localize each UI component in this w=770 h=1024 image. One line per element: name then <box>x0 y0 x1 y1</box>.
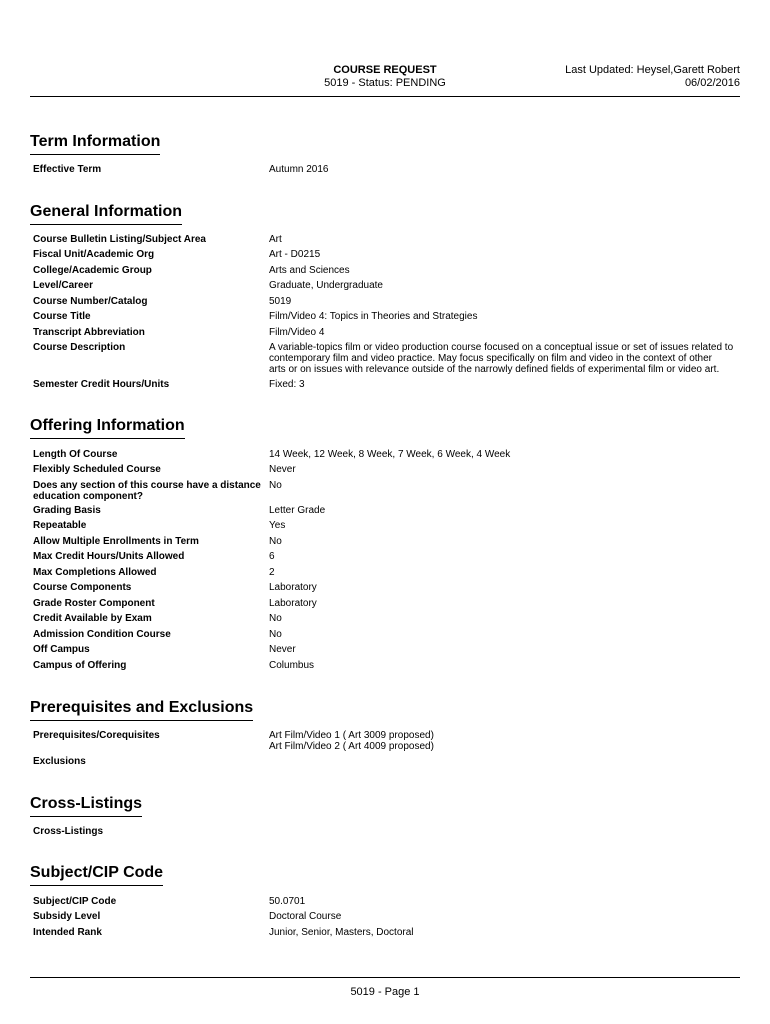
field-value: Fixed: 3 <box>269 379 305 390</box>
field-label: Effective Term <box>33 164 102 175</box>
course-description <box>269 342 739 375</box>
field-label: Flexibly Scheduled Course <box>33 464 161 475</box>
field-value: 6 <box>269 551 275 562</box>
section-title-prereq: Prerequisites and Exclusions <box>30 698 253 721</box>
field-label: Prerequisites/Corequisites <box>33 730 160 741</box>
section-title-general: General Information <box>30 202 182 225</box>
field-label: College/Academic Group <box>33 265 152 276</box>
field-value: Yes <box>269 520 286 531</box>
field-label: Semester Credit Hours/Units <box>33 379 170 390</box>
section-title-cross: Cross-Listings <box>30 794 142 817</box>
field-value: 14 Week, 12 Week, 8 Week, 7 Week, 6 Week, 4 Week <box>269 449 511 460</box>
field-label: Course Components <box>33 582 132 593</box>
field-value: Film/Video 4 <box>269 327 325 338</box>
request-status: 5019 - Status: PENDING <box>324 77 446 89</box>
prereq-line: Art Film/Video 2 ( Art 4009 proposed) <box>269 741 434 752</box>
last-updated-date: 06/02/2016 <box>684 77 740 89</box>
header-right <box>565 64 740 90</box>
field-value: Film/Video 4: Topics in Theories and Strategies <box>269 311 478 322</box>
last-updated-by: Last Updated: Heysel,Garett Robert <box>565 64 740 76</box>
field-label: Transcript Abbreviation <box>33 327 145 338</box>
section-title-term: Term Information <box>30 132 160 155</box>
field-value: No <box>269 629 282 640</box>
field-value: Art - D0215 <box>269 249 321 260</box>
field-label-line: education component? <box>33 491 143 502</box>
document-title: COURSE REQUEST <box>333 64 437 76</box>
field-value: Letter Grade <box>269 505 326 516</box>
description-line: contemporary film and video practice. May focus specifically on film and video in the context of other <box>269 353 712 364</box>
field-value: No <box>269 613 282 624</box>
description-line: A variable-topics film or video production course focused on a conceptual issue or set of issues related to <box>269 342 734 353</box>
field-label: Max Credit Hours/Units Allowed <box>33 551 185 562</box>
description-line: arts or on issues with relevance outside of the narrowly defined fields of experimental film or video art. <box>269 364 720 375</box>
section-title-offering: Offering Information <box>30 416 185 439</box>
field-value: Art <box>269 234 282 245</box>
page-header <box>30 64 740 97</box>
field-value: Doctoral Course <box>269 911 342 922</box>
field-value: Graduate, Undergraduate <box>269 280 383 291</box>
field-value: No <box>269 480 282 491</box>
field-value: Arts and Sciences <box>269 265 350 276</box>
section-title-cip: Subject/CIP Code <box>30 863 163 886</box>
field-label: Course Title <box>33 311 91 322</box>
field-label: Level/Career <box>33 280 94 291</box>
field-label: Grade Roster Component <box>33 598 155 609</box>
page-number: 5019 - Page 1 <box>350 986 420 998</box>
field-value: Never <box>269 464 296 475</box>
field-label: Grading Basis <box>33 505 101 516</box>
field-label: Exclusions <box>33 756 86 767</box>
field-value: Laboratory <box>269 582 317 593</box>
field-value: No <box>269 536 282 547</box>
field-label: Admission Condition Course <box>33 629 171 640</box>
field-label: Off Campus <box>33 644 90 655</box>
field-label: Fiscal Unit/Academic Org <box>33 249 155 260</box>
field-label: Course Number/Catalog <box>33 296 148 307</box>
field-label: Campus of Offering <box>33 660 127 671</box>
field-label: Intended Rank <box>33 927 102 938</box>
field-value <box>269 730 739 752</box>
field-label: Subsidy Level <box>33 911 101 922</box>
field-value: 50.0701 <box>269 896 306 907</box>
page-footer <box>30 977 740 998</box>
field-label: Course Description <box>33 342 126 353</box>
field-value: 2 <box>269 567 275 578</box>
field-value: Columbus <box>269 660 315 671</box>
field-label: Credit Available by Exam <box>33 613 152 624</box>
field-value: Laboratory <box>269 598 317 609</box>
field-value: Junior, Senior, Masters, Doctoral <box>269 927 414 938</box>
field-label: Max Completions Allowed <box>33 567 157 578</box>
field-value: Autumn 2016 <box>269 164 329 175</box>
field-value: 5019 <box>269 296 292 307</box>
field-value: Never <box>269 644 296 655</box>
field-label: Cross-Listings <box>33 826 104 837</box>
field-label: Subject/CIP Code <box>33 896 117 907</box>
field-label: Repeatable <box>33 520 87 531</box>
field-label: Length Of Course <box>33 449 118 460</box>
field-label: Course Bulletin Listing/Subject Area <box>33 234 206 245</box>
prereq-line: Art Film/Video 1 ( Art 3009 proposed) <box>269 730 434 741</box>
field-label <box>33 480 265 502</box>
field-label: Allow Multiple Enrollments in Term <box>33 536 199 547</box>
field-label-line: Does any section of this course have a distance <box>33 480 261 491</box>
